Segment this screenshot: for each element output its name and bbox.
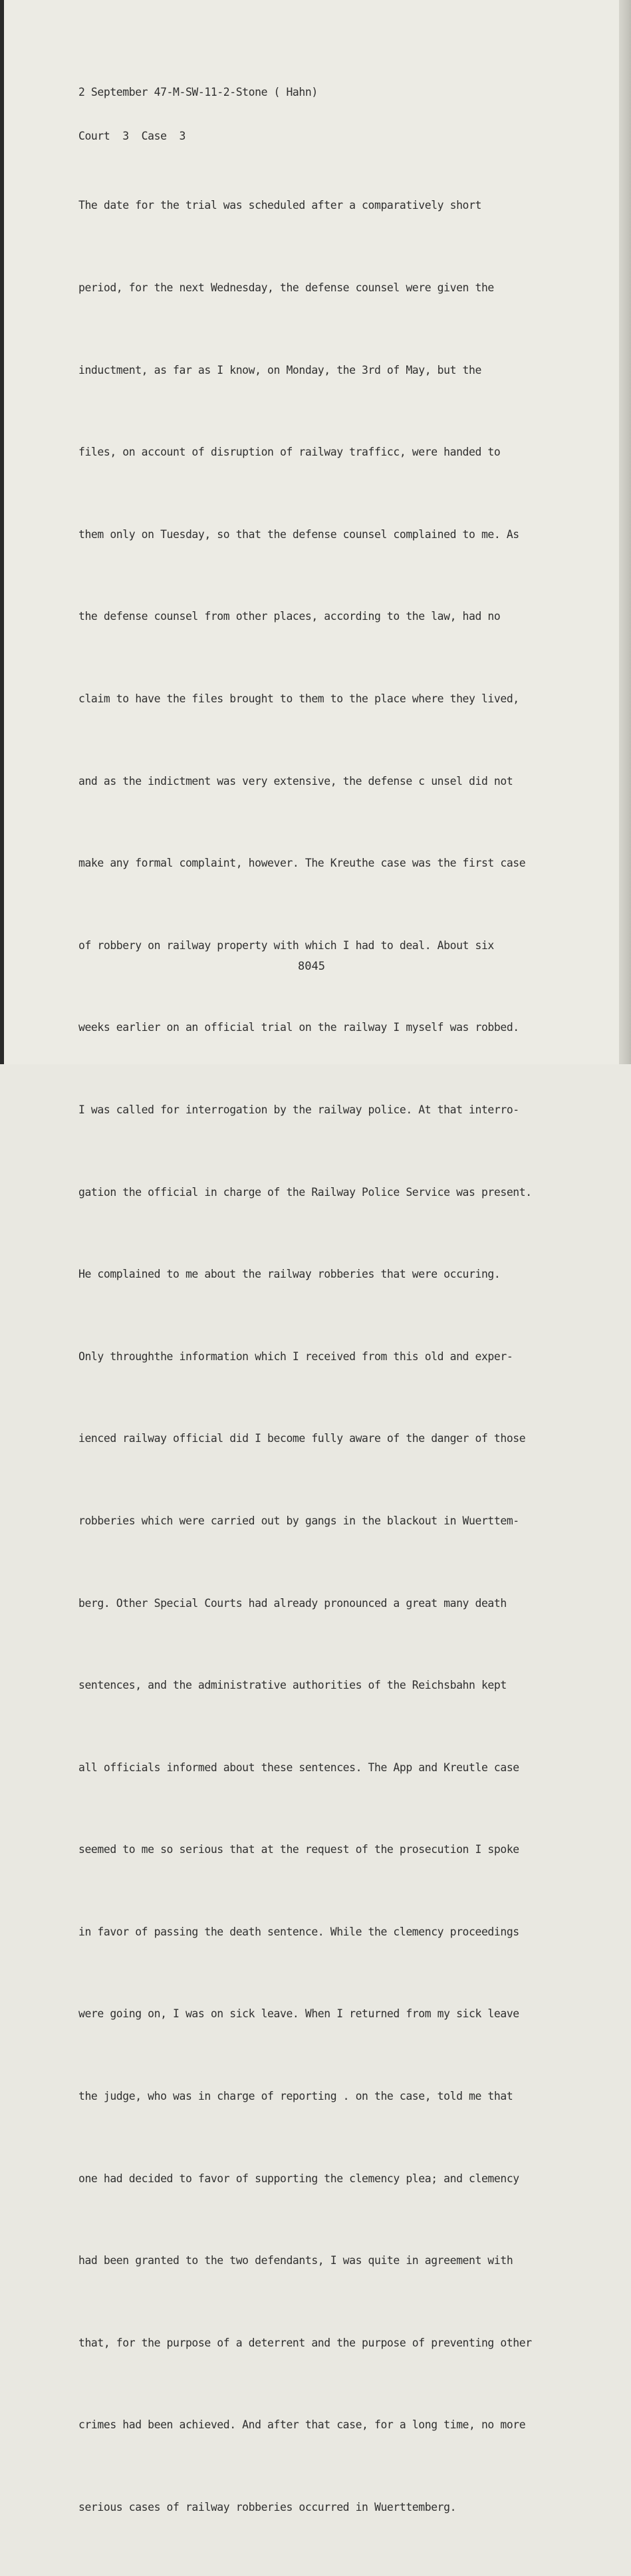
body-line: gation the official in charge of the Railway Police Service was present.	[78, 1185, 532, 1199]
body-line: period, for the next Wednesday, the defense counsel were given the	[78, 281, 494, 294]
body-line: had been granted to the two defendants, I was quite in agreement with	[78, 2254, 513, 2267]
body-line: the defense counsel from other places, according to the law, had no	[78, 610, 501, 623]
body-line: the judge, who was in charge of reporting . on the case, told me that	[78, 2090, 513, 2103]
body-line: I was called for interrogation by the railway police. At that interro-	[78, 1103, 519, 1116]
body-line: that, for the purpose of a deterrent and the purpose of preventing other	[78, 2336, 532, 2349]
body-line: berg. Other Special Courts had already pronounced a great many death	[78, 1596, 507, 1610]
body-line: all officials informed about these sentences. The App and Kreutle case	[78, 1761, 519, 1774]
body-line: serious cases of railway robberies occurred in Wuerttemberg.	[78, 2501, 457, 2514]
scan-border-right	[619, 0, 631, 1064]
header-court-line: Court 3 Case 3	[78, 130, 186, 142]
body-line: of robbery on railway property with which I had to deal. About six	[78, 938, 494, 952]
body-line: crimes had been achieved. And after that case, for a long time, no more	[78, 2418, 526, 2432]
body-line: The date for the trial was scheduled after a comparatively short	[78, 199, 481, 212]
body-line: and as the indictment was very extensive, the defense c unsel did not	[78, 774, 513, 787]
body-line: He complained to me about the railway robberies that were occuring.	[78, 1268, 501, 1281]
document-page	[4, 0, 619, 2514]
body-line: robberies which were carried out by gangs in the blackout in Wuerttem-	[78, 1514, 519, 1527]
body-line: claim to have the files brought to them to the place where they lived,	[78, 692, 519, 705]
body-line: were going on, I was on sick leave. When I returned from my sick leave	[78, 2007, 519, 2021]
header-reference-line: 2 September 47-M-SW-11-2-Stone ( Hahn)	[78, 86, 318, 98]
body-line: in favor of passing the death sentence. While the clemency proceedings	[78, 1925, 519, 1938]
body-line: ienced railway official did I become fully aware of the danger of those	[78, 1432, 526, 1445]
body-line: seemed to me so serious that at the request of the prosecution I spoke	[78, 1843, 519, 1856]
body-line: files, on account of disruption of railway trafficc, were handed to	[78, 446, 501, 459]
body-line: one had decided to favor of supporting the clemency plea; and clemency	[78, 2172, 519, 2185]
body-line: inductment, as far as I know, on Monday, the 3rd of May, but the	[78, 363, 481, 376]
document-body	[78, 137, 532, 2576]
body-line: sentences, and the administrative authorities of the Reichsbahn kept	[78, 1679, 507, 1692]
body-line: them only on Tuesday, so that the defense counsel complained to me. As	[78, 527, 519, 541]
body-line: Only throughthe information which I received from this old and exper-	[78, 1350, 513, 1363]
page-number: 8045	[298, 960, 325, 973]
body-line: make any formal complaint, however. The Kreuthe case was the first case	[78, 857, 526, 870]
body-line: weeks earlier on an official trial on the railway I myself was robbed.	[78, 1021, 519, 1034]
